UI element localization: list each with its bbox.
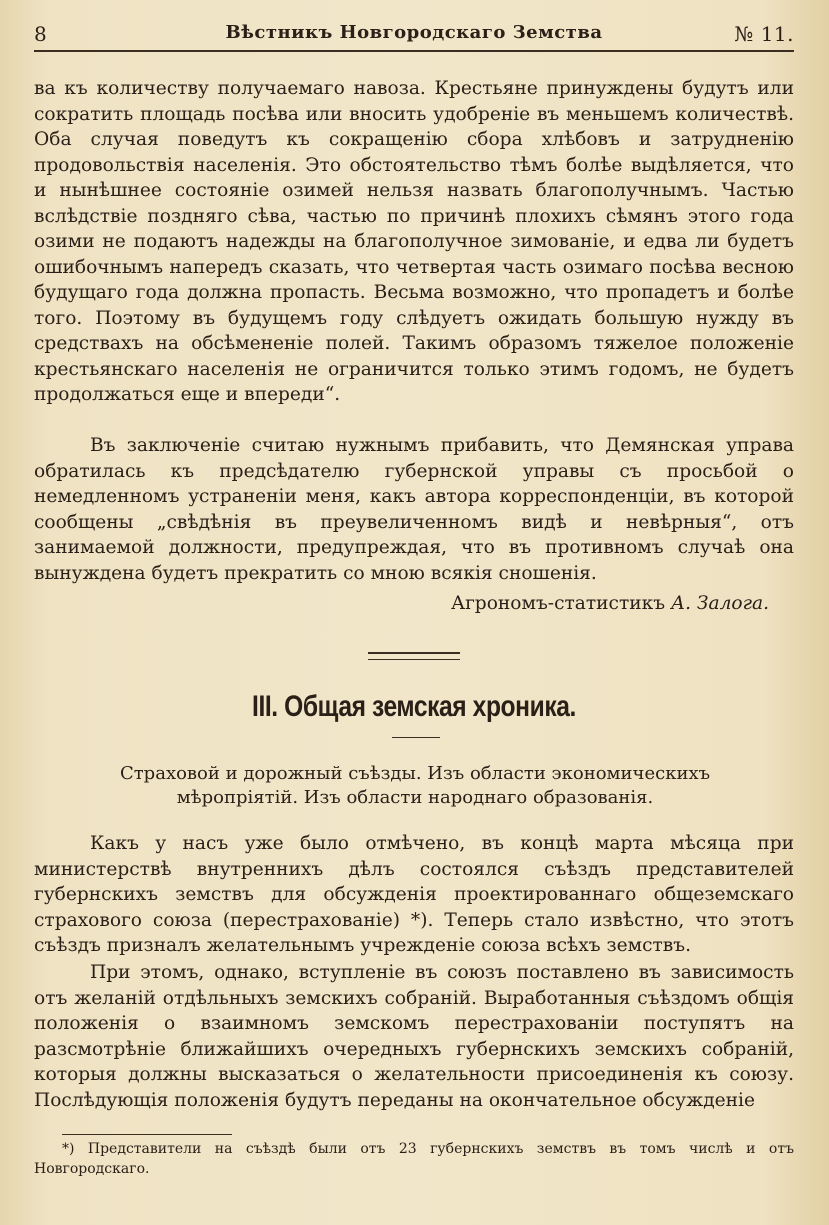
section-heading: III. Общая земская хроника. bbox=[252, 690, 576, 723]
body-paragraph-2: Въ заключеніе считаю нужнымъ прибавить, что Демянская управа обратилась къ предсѣдателю губернской управы съ просьбой о немедленномъ устраненіи меня, какъ автора корреспонденціи, въ которой сообщены „свѣдѣнія въ преувеличенномъ видѣ и невѣрныя“, отъ занимаемой должности, предупреждая, что въ противномъ случаѣ она вынуждена будетъ прекратить со мною всякія сношенія. bbox=[34, 435, 794, 584]
running-header bbox=[34, 20, 794, 52]
heading-underline bbox=[392, 737, 440, 738]
section-paragraph-1: Какъ у насъ уже было отмѣчено, въ концѣ марта мѣсяца при министерствѣ внутреннихъ дѣлъ состоялся съѣздъ представителей губернскихъ земствъ для обсужденія проектированнаго общеземскаго страхового союза (перестрахованіе) *). Теперь стало извѣстно, что этотъ съѣздъ призналъ желательнымъ учрежденіе союза всѣхъ земствъ. bbox=[34, 833, 794, 956]
journal-title: Вѣстникъ Новгородскаго Земства bbox=[225, 22, 603, 43]
body-paragraph-1: ва къ количеству получаемаго навоза. Крестьяне принуждены будутъ или сократить площадь посѣва или вносить удобреніе въ меньшемъ количествѣ. Оба случая поведутъ къ сокращенію сбора хлѣбовъ и затрудненію продовольствія населенія. Это обстоятельство тѣмъ болѣе выдѣляется, что и нынѣшнее состояніе озимей нельзя назвать благополучнымъ. Частью вслѣдствіе поздняго сѣва, частью по причинѣ плохихъ сѣмянъ этого года озими не подаютъ надежды на благополучное зимованіе, и едва ли будетъ ошибочнымъ напередъ сказать, что четвертая часть озимаго посѣва весною будущаго года должна пропасть. Весьма возможно, что пропадетъ и болѣе того. Поэтому въ будущемъ году слѣдуетъ ожидать большую нужду въ средствахъ на обсѣмененіе полей. Такимъ образомъ тяжелое положеніе крестьянскаго населенія не ограничится только этимъ годомъ, не будетъ продолжаться еще и впереди“. bbox=[34, 78, 794, 405]
signature-title: Агрономъ-статистикъ bbox=[450, 593, 666, 614]
signature-name: А. Залога. bbox=[671, 593, 769, 614]
footnote: *) Представители на съѣздѣ были отъ 23 губернскихъ земствъ въ томъ числѣ и отъ Новгородскаго. bbox=[34, 1141, 794, 1177]
page-number: 8 bbox=[34, 22, 48, 46]
signature bbox=[451, 593, 769, 614]
section-paragraph-2: При этомъ, однако, вступленіе въ союзъ поставлено въ зависимость отъ желаній отдѣльныхъ земскихъ собраній. Выработанныя съѣздомъ общія положенія о взаимномъ земскомъ перестрахованіи поступятъ на разсмотрѣніе ближайшихъ очередныхъ губернскихъ земскихъ собраній, которыя должны высказаться о желательности присоединенія къ союзу. Послѣдующія положенія будутъ переданы на окончательное обсужденіе bbox=[34, 962, 794, 1111]
section-divider bbox=[368, 652, 460, 660]
section-summary: Страховой и дорожный съѣзды. Изъ области экономическихъ мѣропріятій. Изъ области народнаго образованія. bbox=[119, 763, 711, 808]
issue-number: № 11. bbox=[734, 22, 794, 46]
footnote-rule bbox=[62, 1134, 232, 1135]
